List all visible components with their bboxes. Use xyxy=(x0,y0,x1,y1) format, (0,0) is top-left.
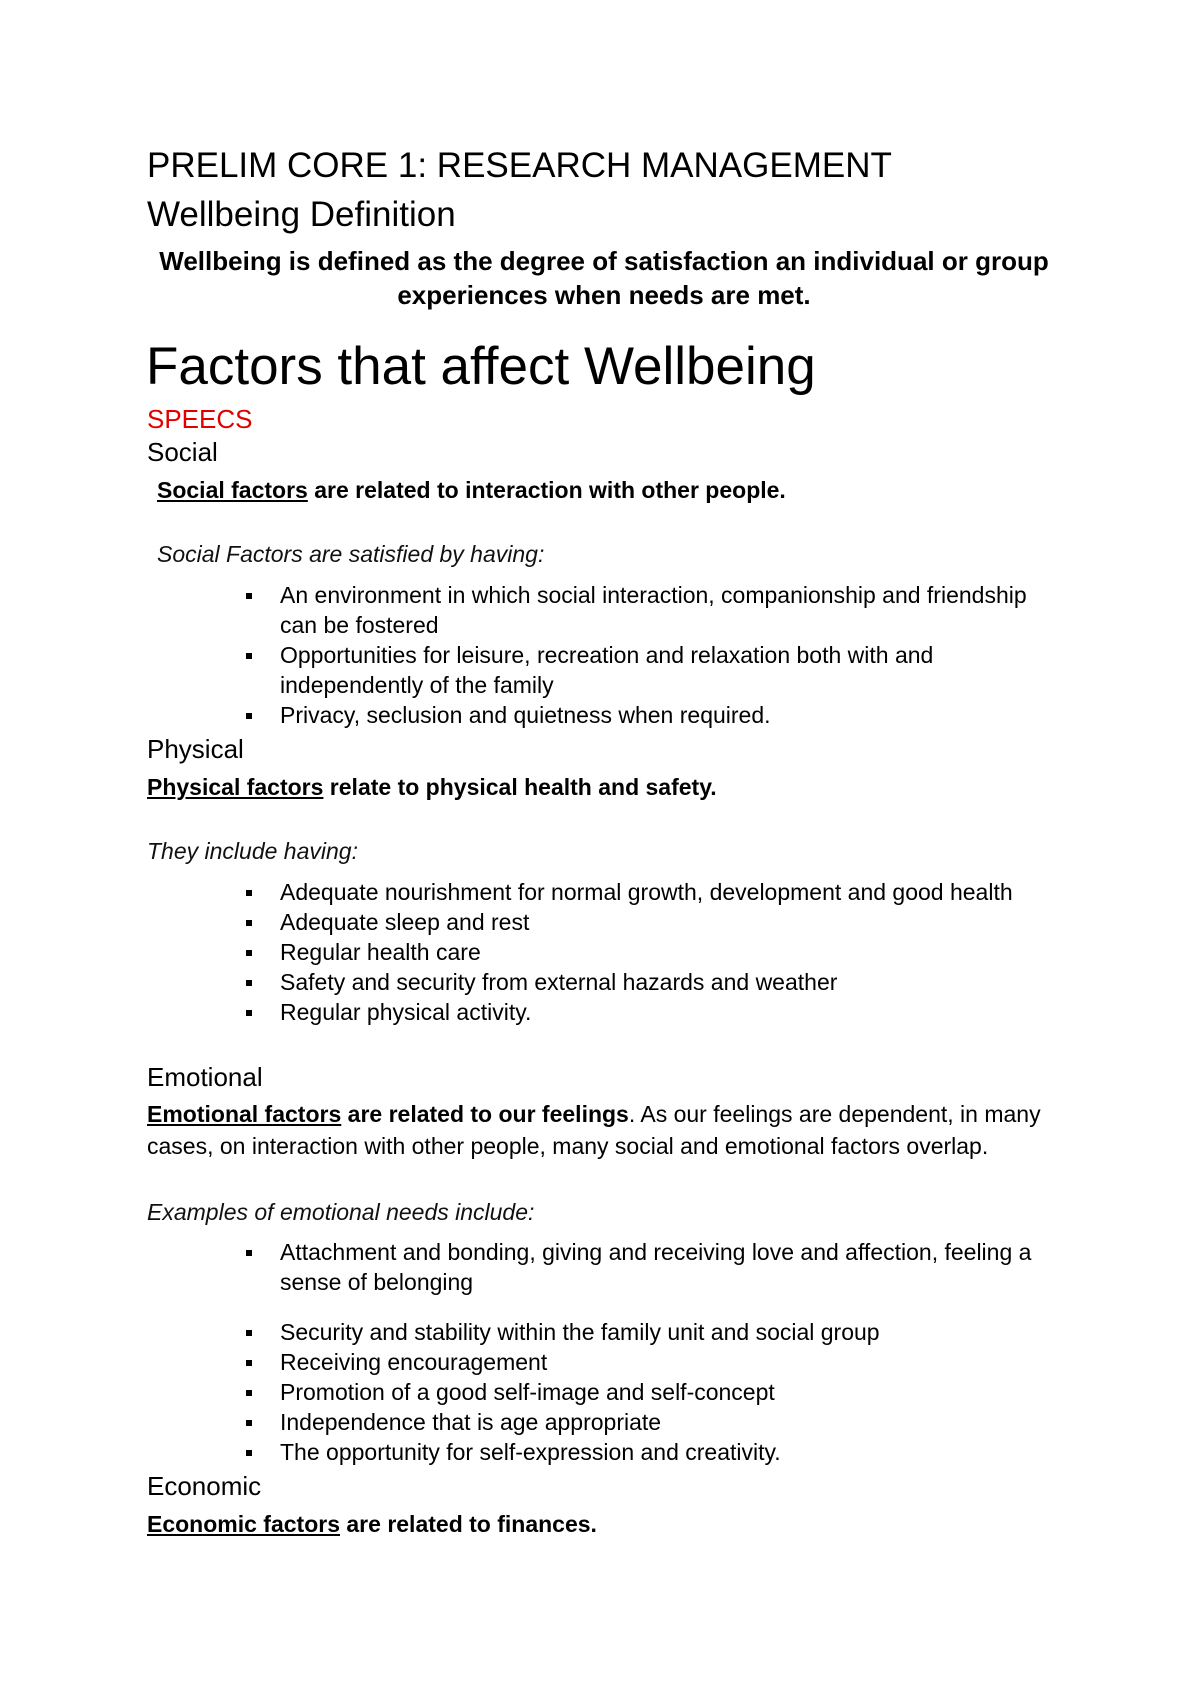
emotional-term: Emotional factors xyxy=(147,1101,342,1127)
bullet-icon xyxy=(246,1250,252,1256)
physical-list xyxy=(0,877,1040,1027)
bullet-icon xyxy=(246,920,252,926)
emotional-heading: Emotional xyxy=(147,1062,263,1092)
section-subtitle: Wellbeing Definition xyxy=(147,195,456,234)
list-item: An environment in which social interaction, companionship and friendship can be fostered xyxy=(0,580,1040,640)
bullet-icon xyxy=(246,593,252,599)
bullet-icon xyxy=(246,1390,252,1396)
emotional-list xyxy=(0,1237,1040,1467)
bullet-icon xyxy=(246,1330,252,1336)
emotional-lead-plain: . As our feelings are dependent, in many cases, on interaction with other people, many social and emotional factors overlap. xyxy=(147,1101,1041,1159)
physical-term: Physical factors xyxy=(147,774,324,800)
emotional-lead-bold: are related to our feelings xyxy=(341,1101,629,1127)
list-item: Receiving encouragement xyxy=(0,1347,1040,1377)
social-lead xyxy=(157,475,786,505)
list-item: Security and stability within the family unit and social group xyxy=(0,1317,1040,1347)
social-term: Social factors xyxy=(157,477,308,503)
physical-heading: Physical xyxy=(147,734,244,764)
economic-term: Economic factors xyxy=(147,1511,340,1537)
list-item: Independence that is age appropriate xyxy=(0,1407,1040,1437)
bullet-icon xyxy=(246,653,252,659)
emotional-lead xyxy=(147,1099,1047,1162)
physical-lead xyxy=(147,772,717,802)
bullet-icon xyxy=(246,1010,252,1016)
list-item: Privacy, seclusion and quietness when required. xyxy=(0,700,1040,730)
list-item: Promotion of a good self-image and self-concept xyxy=(0,1377,1040,1407)
list-item: Safety and security from external hazards and weather xyxy=(0,967,1040,997)
economic-heading: Economic xyxy=(147,1471,262,1501)
bullet-icon xyxy=(246,890,252,896)
bullet-icon xyxy=(246,1420,252,1426)
social-lead-rest: are related to interaction with other people. xyxy=(307,477,786,503)
list-item: Adequate sleep and rest xyxy=(0,907,1040,937)
list-item: Regular physical activity. xyxy=(0,997,1040,1027)
definition-text: Wellbeing is defined as the degree of satisfaction an individual or group experiences when needs are met. xyxy=(159,246,1049,310)
social-intro: Social Factors are satisfied by having: xyxy=(157,541,545,567)
bullet-icon xyxy=(246,1360,252,1366)
physical-intro: They include having: xyxy=(147,838,358,864)
social-list xyxy=(0,580,1040,730)
economic-lead xyxy=(147,1509,597,1539)
list-item: Adequate nourishment for normal growth, development and good health xyxy=(0,877,1040,907)
course-title: PRELIM CORE 1: RESEARCH MANAGEMENT xyxy=(147,146,892,185)
economic-lead-rest: are related to finances. xyxy=(340,1511,597,1537)
physical-lead-rest: relate to physical health and safety. xyxy=(323,774,717,800)
list-item: The opportunity for self-expression and creativity. xyxy=(0,1437,1040,1467)
emotional-intro: Examples of emotional needs include: xyxy=(147,1199,535,1225)
list-item: Regular health care xyxy=(0,937,1040,967)
social-heading: Social xyxy=(147,437,218,467)
list-item: Opportunities for leisure, recreation and relaxation both with and independently of the family xyxy=(0,640,1040,700)
bullet-icon xyxy=(246,950,252,956)
bullet-icon xyxy=(246,713,252,719)
bullet-icon xyxy=(246,1450,252,1456)
bullet-icon xyxy=(246,980,252,986)
factors-title: Factors that affect Wellbeing xyxy=(146,337,816,396)
acronym-label: SPEECS xyxy=(147,404,253,434)
list-item: Attachment and bonding, giving and receiving love and affection, feeling a sense of belonging xyxy=(0,1237,1040,1297)
